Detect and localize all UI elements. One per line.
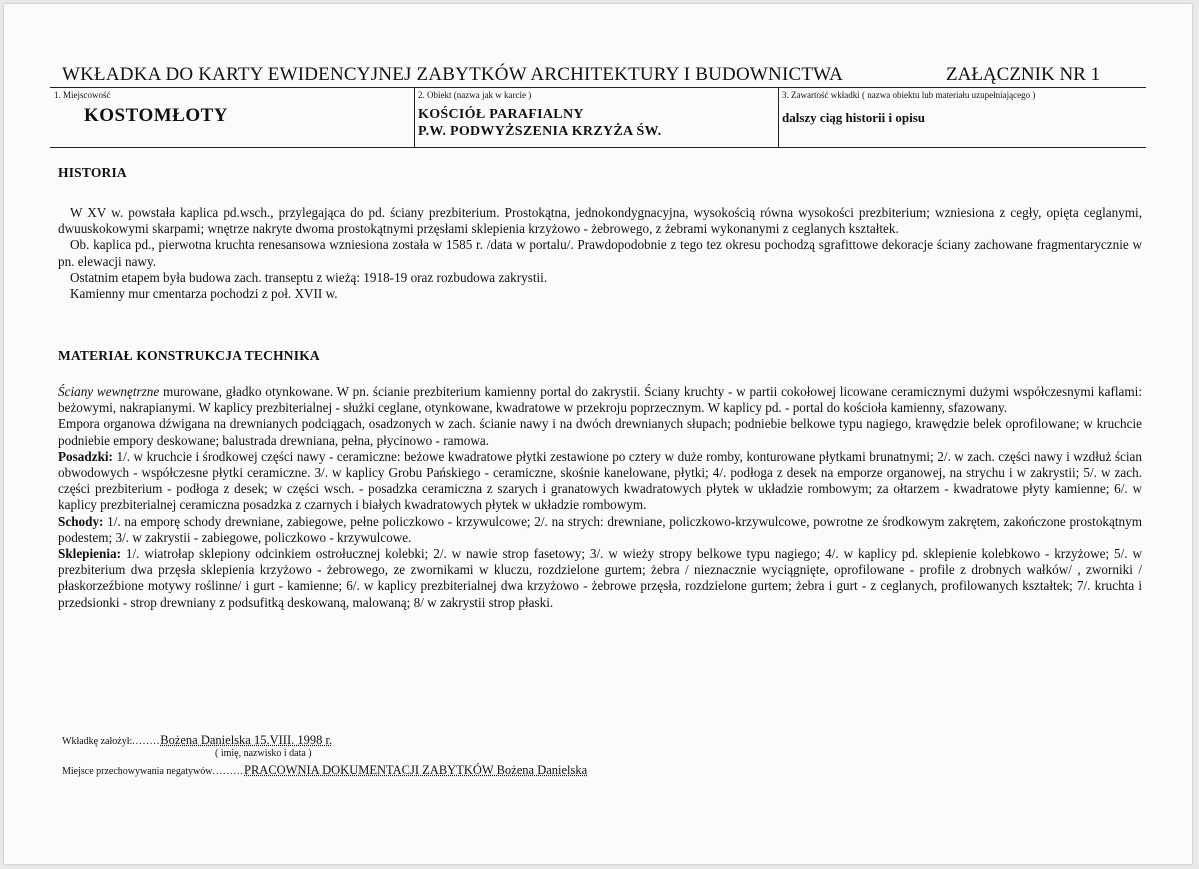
appendix-number: ZAŁĄCZNIK NR 1: [946, 64, 1101, 85]
history-paragraph-3: Ostatnim etapem była budowa zach. transeptu z wieżą: 1918-19 oraz rozbudowa zakrystii.: [70, 269, 548, 285]
document-page: [4, 4, 1192, 864]
walls-paragraph: [58, 384, 1142, 416]
object-value-line1: KOŚCIÓŁ PARAFIALNY: [418, 107, 584, 122]
header-bottom-rule: [50, 147, 1146, 148]
walls-label: Ściany wewnętrzne: [58, 384, 160, 399]
author-value: Bożena Danielska 15.VIII. 1998 r.: [160, 733, 333, 747]
stairs-text: 1/. na emporę schody drewniane, zabiegowe, pełne policzkowo - krzywulcowe; 2/. na strych: drewniane, policzkowo-krzywulcowe, powrotne ze środkowym zakrętem, zakończone prostokątnym podestem; 3/. w zakrystii - zabiegowe, policzkowo - krzywulcowe.: [58, 513, 1142, 545]
author-label: Wkładkę założył:: [62, 736, 133, 747]
walls-text: murowane, gładko otynkowane. W pn. ścianie prezbiterium kamienny portal do zakrystii. Ściany kruchty - w partii cokołowej licowane ceramicznymi dużymi współczesnymi kaflami: beżowymi, nakrapianymi. W kaplicy prezbiterialnej - służki ceglane, otynkowane, kwadratowe w przekroju poprzecznym. W kaplicy pd. - portal do kościoła kamienny, sfazowany.: [58, 384, 1142, 416]
stairs-paragraph: [58, 514, 1142, 546]
object-value-line2: P.W. PODWYŻSZENIA KRZYŻA ŚW.: [418, 124, 662, 139]
storage-value: PRACOWNIA DOKUMENTACJI ZABYTKÓW Bożena Danielska: [244, 763, 588, 777]
storage-row: Miejsce przechowywania negatywów.........PRACOWNIA DOKUMENTACJI ZABYTKÓW Bożena Danielska: [62, 763, 588, 777]
location-label: 1. Miejscowość: [54, 90, 111, 100]
floors-text: 1/. w kruchcie i środkowej części nawy - ceramiczne: beżowe kwadratowe płytki zestawione po cztery w duże romby, konturowane płytkami brunatnymi; 2/. w zach. części nawy i wzdłuż ścian obwodowych - współczesne płytki ceramiczne. 3/. w kaplicy Grobu Pańskiego - ceramiczne, skośnie kanelowane, płytki; 4/. podłoga z desek na emporze organowej, na strychu i w zakrystii; 5/. w zach. części prezbiterium - podłoga z desek; w części wsch. - posadzka ceramiczna z szarych i granatowych kwadratowych płytek w układzie rombowym; za ołtarzem - kwadratowe płyty kamienne; 6/. w kaplicy prezbiterialnej ceramiczna posadzka z czarnych i białych kwadratowych płytek w układzie rombowym.: [58, 448, 1142, 513]
history-paragraph-4: Kamienny mur cmentarza pochodzi z poł. XVII w.: [70, 286, 338, 302]
stairs-label: Schody:: [58, 513, 104, 529]
author-hint: ( imię, nazwisko i data ): [215, 748, 312, 759]
vaults-text: 1/. wiatrołap sklepiony odcinkiem ostrołucznej kolebki; 2/. w nawie strop fasetowy; 3/. w wieży stropy belkowe typu nagiego; 4/. w kaplicy pd. sklepienie kolebkowo - krzyżowe; 5/. w prezbiterium dwa przęsła sklepienia krzyżowo - żebrowego, ze zwornikami w kluczu, rozdzielone gurtem; żebra / nieznacznie wyciągnięte, oprofilowane - profile z drobnych wałków/ , zworniki / płaskorzeźbione motywy roślinne/ i gurt - kamienne; 6/. w kaplicy prezbiterialnej dwa krzyżowo - żebrowe przęsła, rozdzielone gurtem; żebra i gurt - z ceglanych, profilowanych kształtek; 7/. kruchta i przedsionki - strop drewniany z podsufitką deskowaną, malowaną; 8/ w zakrystii strop płaski.: [58, 546, 1142, 610]
vaults-label: Sklepienia:: [58, 546, 122, 562]
material-section: [58, 384, 1142, 611]
storage-label: Miejsce przechowywania negatywów: [62, 766, 213, 777]
header-divider-2: [778, 88, 779, 147]
location-value: KOSTOMŁOTY: [84, 105, 229, 126]
history-paragraph-2: Ob. kaplica pd., pierwotna kruchta renesansowa wzniesiona została w 1585 r. /data w portalu/. Prawdopodobnie z tego tez okresu pochodzą sgrafittowe dekoracje ściany zachowane fragmentarycznie w pn. elewacji nawy.: [58, 237, 1142, 269]
header-divider-1: [414, 88, 415, 147]
history-section: [58, 205, 1142, 302]
floors-label: Posadzki:: [58, 448, 113, 464]
gallery-paragraph: Empora organowa dźwigana na drewnianych podciągach, osadzonych w zach. ścianie nawy i na dwóch drewnianych słupach; podniebie belkowe typu nagiego, krawędzie belek oprofilowane; w kruchcie podniebie empory deskowane; balustrada drewniana, pełna, płycinowo - ramowa.: [58, 416, 1142, 448]
history-heading: HISTORIA: [58, 165, 127, 180]
vaults-paragraph: [58, 546, 1142, 611]
document-title: WKŁADKA DO KARTY EWIDENCYJNEJ ZABYTKÓW ARCHITEKTURY I BUDOWNICTWA: [62, 64, 844, 85]
contents-label: 3. Zawartość wkładki ( nazwa obiektu lub materiału uzupełniającego ): [782, 90, 1036, 100]
floors-paragraph: [58, 449, 1142, 514]
material-heading: MATERIAŁ KONSTRUKCJA TECHNIKA: [58, 348, 320, 363]
header-top-rule: [50, 87, 1146, 88]
contents-value: dalszy ciąg historii i opisu: [782, 110, 926, 125]
object-label: 2. Obiekt (nazwa jak w karcie ): [418, 90, 532, 100]
history-paragraph-1: W XV w. powstała kaplica pd.wsch., przylegająca do pd. ściany prezbiterium. Prostokątna, jednokondygnacyjna, wysokością równa wysokości prezbiterium; wzniesiona z cegły, opięta ceglanymi, dwuuskokowymi skarpami; wnętrze nakryte dwoma prostokątnymi przęsłami sklepienia krzyżowo - żebrowego, z żebrami wykonanymi z ceglanych kształtek.: [58, 205, 1142, 237]
author-row: Wkładkę założył:........Bożena Danielska 15.VIII. 1998 r.: [62, 733, 333, 747]
